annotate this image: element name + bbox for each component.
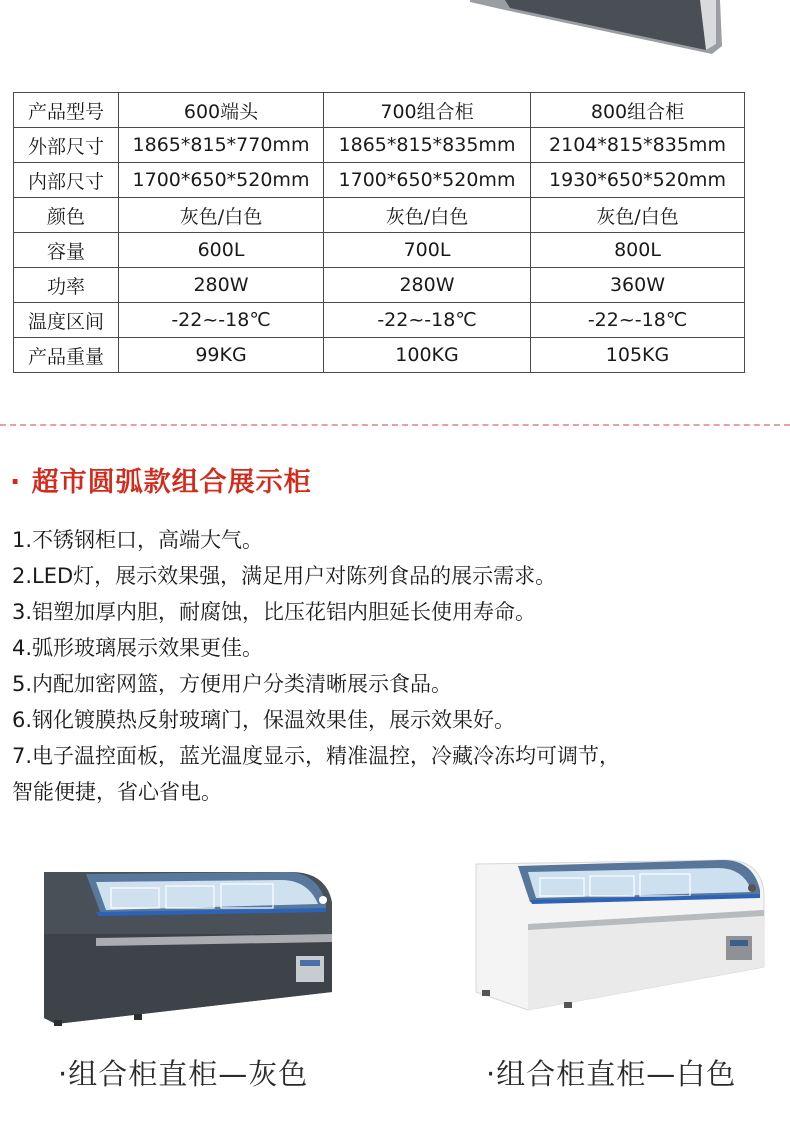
row-label: 颜色 — [14, 198, 119, 233]
table-cell: 105KG — [531, 338, 745, 373]
feature-item: 7.电子温控面板，蓝光温度显示，精准温控，冷藏冷冻均可调节， — [12, 744, 621, 768]
section-title: · 超市圆弧款组合展示柜 — [10, 467, 312, 498]
table-cell: 灰色/白色 — [324, 198, 531, 233]
table-row — [14, 128, 745, 163]
table-cell: 600L — [119, 233, 324, 268]
table-cell: -22~-18℃ — [531, 303, 745, 338]
table-cell: -22~-18℃ — [324, 303, 531, 338]
feature-item: 4.弧形玻璃展示效果更佳。 — [12, 636, 264, 660]
row-label: 容量 — [14, 233, 119, 268]
table-cell: 100KG — [324, 338, 531, 373]
row-label: 功率 — [14, 268, 119, 303]
feature-list — [12, 522, 782, 810]
table-cell: 360W — [531, 268, 745, 303]
table-row — [14, 233, 745, 268]
table-header-row — [14, 93, 745, 128]
table-row — [14, 198, 745, 233]
table-cell: 1930*650*520mm — [531, 163, 745, 198]
row-label: 产品重量 — [14, 338, 119, 373]
dashed-divider — [0, 424, 790, 426]
feature-item: 6.钢化镀膜热反射玻璃门，保温效果佳，展示效果好。 — [12, 708, 516, 732]
row-label: 内部尺寸 — [14, 163, 119, 198]
table-cell: 280W — [119, 268, 324, 303]
caption-white-freezer: ·组合柜直柜—白色 — [486, 1057, 737, 1091]
table-row — [14, 338, 745, 373]
top-product-image-edge — [0, 0, 790, 62]
header-cell: 600端头 — [119, 93, 324, 128]
white-freezer-image — [468, 842, 768, 1027]
table-cell: 700L — [324, 233, 531, 268]
feature-item: 3.铝塑加厚内胆，耐腐蚀，比压花铝内胆延长使用寿命。 — [12, 600, 537, 624]
table-cell: 1700*650*520mm — [324, 163, 531, 198]
feature-item: 5.内配加密网篮，方便用户分类清晰展示食品。 — [12, 672, 453, 696]
header-cell: 700组合柜 — [324, 93, 531, 128]
row-label: 温度区间 — [14, 303, 119, 338]
feature-item: 1.不锈钢柜口，高端大气。 — [12, 528, 264, 552]
table-row — [14, 303, 745, 338]
gray-freezer-image — [36, 842, 336, 1027]
header-cell: 800组合柜 — [531, 93, 745, 128]
caption-gray-freezer: ·组合柜直柜—灰色 — [58, 1057, 309, 1091]
table-row — [14, 163, 745, 198]
table-cell: 灰色/白色 — [119, 198, 324, 233]
header-cell: 产品型号 — [14, 93, 119, 128]
feature-item: 2.LED灯，展示效果强，满足用户对陈列食品的展示需求。 — [12, 564, 557, 588]
table-cell: 灰色/白色 — [531, 198, 745, 233]
feature-item-continued: 智能便捷，省心省电。 — [12, 780, 222, 804]
table-cell: 1865*815*835mm — [324, 128, 531, 163]
spec-table — [13, 92, 745, 373]
table-cell: 2104*815*835mm — [531, 128, 745, 163]
row-label: 外部尺寸 — [14, 128, 119, 163]
table-row — [14, 268, 745, 303]
table-cell: 1700*650*520mm — [119, 163, 324, 198]
table-cell: -22~-18℃ — [119, 303, 324, 338]
table-cell: 280W — [324, 268, 531, 303]
table-cell: 99KG — [119, 338, 324, 373]
table-cell: 1865*815*770mm — [119, 128, 324, 163]
table-cell: 800L — [531, 233, 745, 268]
